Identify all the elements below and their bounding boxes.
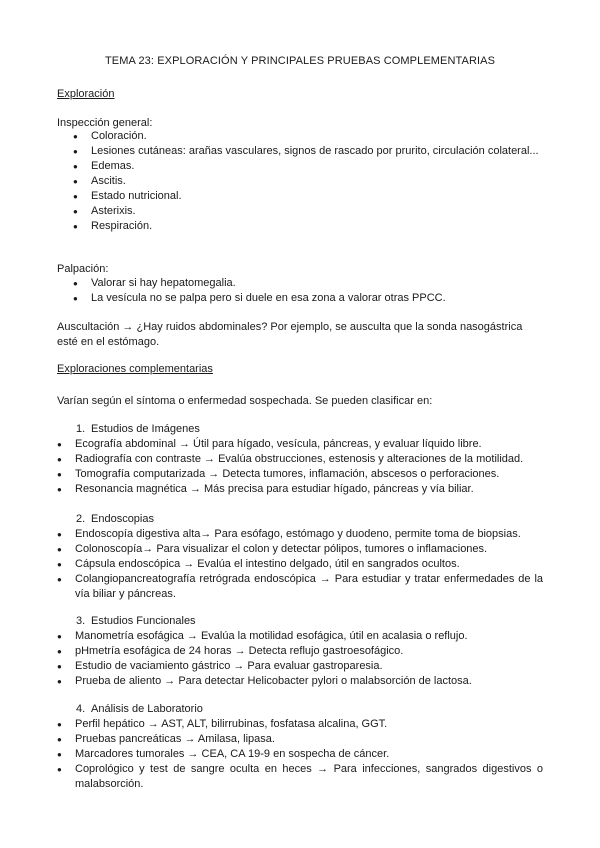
group-funcionales bbox=[73, 614, 543, 689]
list-item: ● Pruebas pancreáticas → Amilasa, lipasa. bbox=[57, 732, 543, 747]
group-imagenes bbox=[73, 422, 543, 497]
list-item: ● Marcadores tumorales → CEA, CA 19-9 en sospecha de cáncer. bbox=[57, 747, 543, 762]
list-item: ● La vesícula no se palpa pero si duele en esa zona a valorar otras PPCC. bbox=[73, 291, 543, 306]
palpacion-list bbox=[73, 276, 543, 306]
list-item: ● Valorar si hay hepatomegalia. bbox=[73, 276, 543, 291]
list-item: ● Asterixis. bbox=[73, 204, 543, 219]
inspeccion-list bbox=[73, 129, 543, 234]
list-item: ● Coloración. bbox=[73, 129, 543, 144]
complementarias-intro: Varían según el síntoma o enfermedad sospechada. Se pueden clasificar en: bbox=[57, 395, 433, 407]
group-endoscopias bbox=[73, 512, 543, 602]
list-item: ● Ecografía abdominal → Útil para hígado, vesícula, páncreas, y evaluar líquido libre. bbox=[57, 437, 543, 452]
list-item: ● Manometría esofágica → Evalúa la motilidad esofágica, útil en acalasia o reflujo. bbox=[57, 629, 543, 644]
list-item: ● pHmetría esofágica de 24 horas → Detecta reflujo gastroesofágico. bbox=[57, 644, 543, 659]
group-title: 3. Estudios Funcionales bbox=[76, 615, 196, 627]
list-item: ● Estado nutricional. bbox=[73, 189, 543, 204]
group-title: 4. Análisis de Laboratorio bbox=[76, 703, 203, 715]
palpacion-label: Palpación: bbox=[57, 263, 109, 275]
list-item: ● Edemas. bbox=[73, 159, 543, 174]
auscultacion-paragraph: Auscultación → ¿Hay ruidos abdominales? Por ejemplo, se ausculta que la sonda nasogástrica esté en el estómago. bbox=[57, 321, 523, 348]
group-laboratorio bbox=[73, 702, 543, 792]
list-item: ● Respiración. bbox=[73, 219, 543, 234]
list-item: ● Perfil hepático → AST, ALT, bilirrubinas, fosfatasa alcalina, GGT. bbox=[57, 717, 543, 732]
list-item: ● Lesiones cutáneas: arañas vasculares, signos de rascado por prurito, circulación colateral... bbox=[73, 144, 543, 159]
group-title: 2. Endoscopias bbox=[76, 513, 154, 525]
list-item: ● Tomografía computarizada → Detecta tumores, inflamación, abscesos o perforaciones. bbox=[57, 467, 543, 482]
list-item: ● Colangiopancreatografía retrógrada endoscópica → Para estudiar y tratar enfermedades de la vía biliar y páncreas. bbox=[57, 572, 543, 602]
list-item: ● Colonoscopía→ Para visualizar el colon y detectar pólipos, tumores o inflamaciones. bbox=[57, 542, 543, 557]
list-item: ● Radiografía con contraste → Evalúa obstrucciones, estenosis y alteraciones de la motilidad. bbox=[57, 452, 543, 467]
list-item: ● Estudio de vaciamiento gástrico → Para evaluar gastroparesia. bbox=[57, 659, 543, 674]
list-item: ● Endoscopía digestiva alta→ Para esófago, estómago y duodeno, permite toma de biopsias. bbox=[57, 527, 543, 542]
page-title: TEMA 23: EXPLORACIÓN Y PRINCIPALES PRUEBAS COMPLEMENTARIAS bbox=[104, 55, 496, 67]
list-item: ● Prueba de aliento → Para detectar Helicobacter pylori o malabsorción de lactosa. bbox=[57, 674, 543, 689]
list-item: ● Cápsula endoscópica → Evalúa el intestino delgado, útil en sangrados ocultos. bbox=[57, 557, 543, 572]
section-heading-exploracion: Exploración bbox=[57, 88, 115, 100]
list-item: ● Coprológico y test de sangre oculta en heces → Para infecciones, sangrados digestivos o malabsorción. bbox=[57, 762, 543, 792]
inspeccion-label: Inspección general: bbox=[57, 117, 153, 129]
section-heading-complementarias: Exploraciones complementarias bbox=[57, 363, 213, 375]
list-item: ● Resonancia magnética → Más precisa para estudiar hígado, páncreas y vía biliar. bbox=[57, 482, 543, 497]
list-item: ● Ascitis. bbox=[73, 174, 543, 189]
group-title: 1. Estudios de Imágenes bbox=[76, 423, 200, 435]
